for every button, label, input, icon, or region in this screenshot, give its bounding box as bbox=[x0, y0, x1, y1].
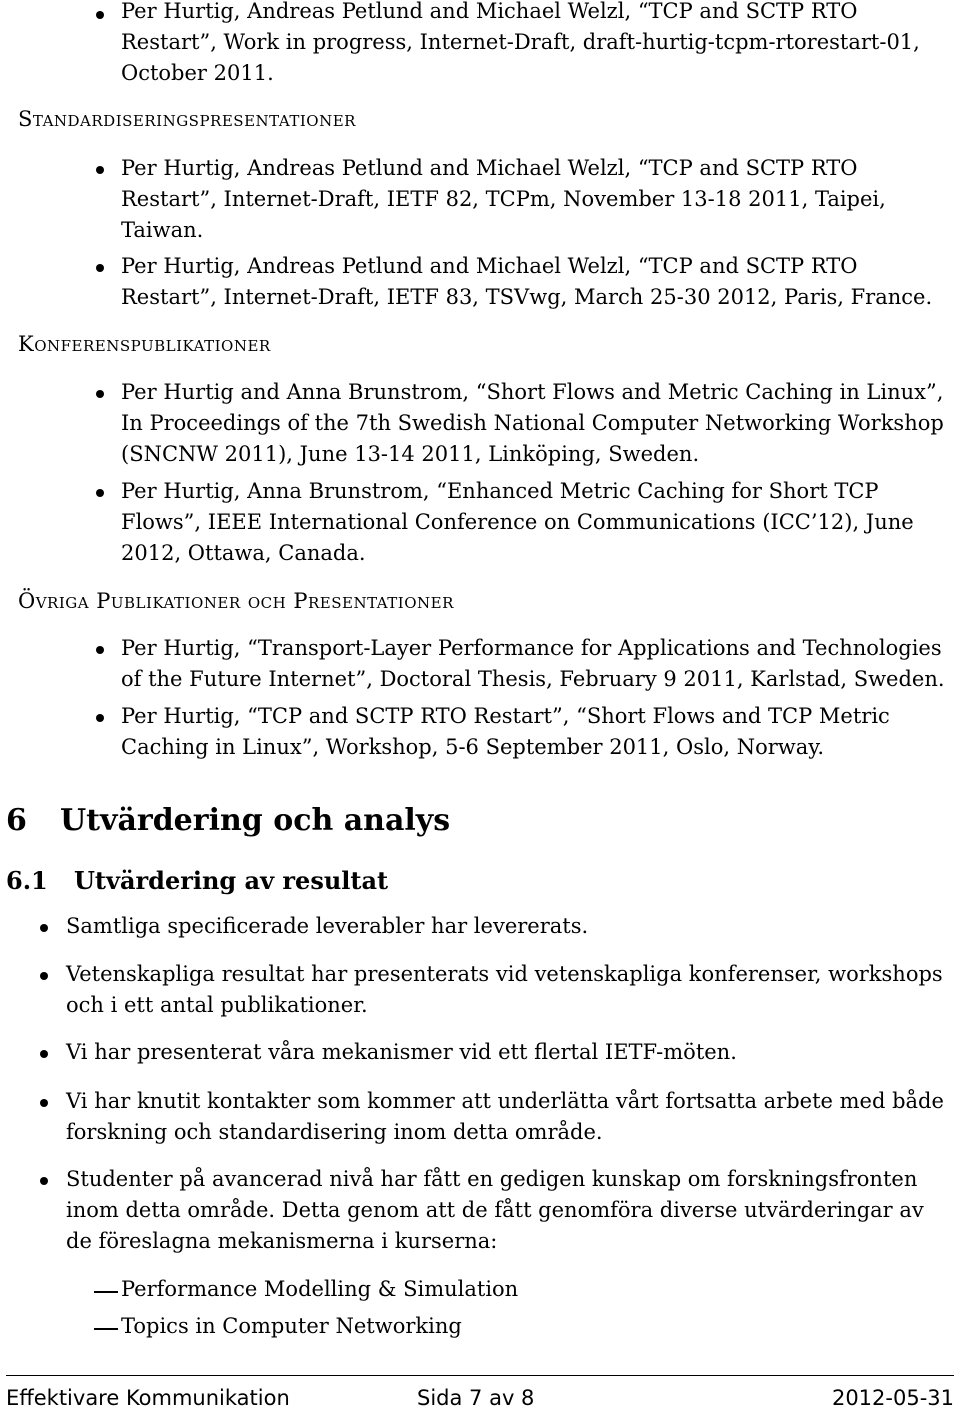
item-line: Taiwan. bbox=[121, 218, 204, 242]
footer-page: Sida 7 av 8 bbox=[417, 1386, 535, 1410]
result-line: de föreslagna mekanismerna i kurserna: bbox=[66, 1229, 498, 1253]
item-line: Caching in Linux”, Workshop, 5-6 September 2011, Oslo, Norway. bbox=[121, 735, 825, 759]
item-line: Flows”, IEEE International Conference on Communications (ICC’12), June bbox=[121, 510, 914, 534]
bullet bbox=[96, 646, 104, 654]
heading-konferens: Konferenspublikationer bbox=[18, 332, 271, 356]
item-line: Restart”, Work in progress, Internet-Draft, draft-hurtig-tcpm-rtorestart-01, bbox=[121, 30, 920, 54]
section-title: Utvärdering och analys bbox=[60, 803, 451, 838]
item-line: (SNCNW 2011), June 13-14 2011, Linköping, Sweden. bbox=[121, 442, 700, 466]
heading-standardisering: Standardiseringspresentationer bbox=[18, 107, 356, 131]
footer-rule bbox=[6, 1375, 954, 1376]
item-line: Per Hurtig, Andreas Petlund and Michael Welzl, “TCP and SCTP RTO bbox=[121, 254, 858, 278]
footer-date: 2012-05-31 bbox=[831, 1386, 954, 1410]
item-line: In Proceedings of the 7th Swedish National Computer Networking Workshop bbox=[121, 411, 944, 435]
bullet bbox=[96, 489, 104, 497]
bullet bbox=[40, 1177, 48, 1185]
bullet bbox=[96, 390, 104, 398]
course-item: Topics in Computer Networking bbox=[121, 1314, 462, 1338]
dash-marker bbox=[94, 1291, 118, 1293]
bullet bbox=[40, 1099, 48, 1107]
item-line: Per Hurtig, Anna Brunstrom, “Enhanced Metric Caching for Short TCP bbox=[121, 479, 879, 503]
result-line: Vi har presenterat våra mekanismer vid ett flertal IETF-möten. bbox=[66, 1040, 737, 1064]
result-line: Studenter på avancerad nivå har fått en gedigen kunskap om forskningsfronten bbox=[66, 1167, 918, 1191]
bullet bbox=[40, 1050, 48, 1058]
subsection-title: Utvärdering av resultat bbox=[74, 866, 389, 895]
result-line: Samtliga specificerade leverabler har levererats. bbox=[66, 914, 589, 938]
footer-left: Effektivare Kommunikation bbox=[6, 1386, 290, 1410]
section-number: 6 bbox=[6, 803, 27, 838]
result-line: Vi har knutit kontakter som kommer att underlätta vårt fortsatta arbete med både bbox=[66, 1089, 944, 1113]
item-line: Per Hurtig and Anna Brunstrom, “Short Flows and Metric Caching in Linux”, bbox=[121, 380, 944, 404]
item-line: Per Hurtig, “Transport-Layer Performance for Applications and Technologies bbox=[121, 636, 942, 660]
item-line: October 2011. bbox=[121, 61, 274, 85]
bullet bbox=[40, 972, 48, 980]
item-line: Per Hurtig, Andreas Petlund and Michael Welzl, “TCP and SCTP RTO bbox=[121, 0, 858, 23]
item-line: of the Future Internet”, Doctoral Thesis, February 9 2011, Karlstad, Sweden. bbox=[121, 667, 945, 691]
item-line: Per Hurtig, “TCP and SCTP RTO Restart”, “Short Flows and TCP Metric bbox=[121, 704, 890, 728]
subsection-number: 6.1 bbox=[6, 866, 48, 895]
bullet bbox=[96, 166, 104, 174]
bullet bbox=[96, 714, 104, 722]
result-line: forskning och standardisering inom detta område. bbox=[66, 1120, 603, 1144]
item-line: Restart”, Internet-Draft, IETF 83, TSVwg, March 25-30 2012, Paris, France. bbox=[121, 285, 933, 309]
dash-marker bbox=[94, 1328, 118, 1330]
item-line: Per Hurtig, Andreas Petlund and Michael Welzl, “TCP and SCTP RTO bbox=[121, 156, 858, 180]
item-line: 2012, Ottawa, Canada. bbox=[121, 541, 366, 565]
item-line: Restart”, Internet-Draft, IETF 82, TCPm, November 13-18 2011, Taipei, bbox=[121, 187, 886, 211]
result-line: och i ett antal publikationer. bbox=[66, 993, 368, 1017]
course-item: Performance Modelling & Simulation bbox=[121, 1277, 519, 1301]
bullet bbox=[96, 11, 104, 19]
result-line: Vetenskapliga resultat har presenterats vid vetenskapliga konferenser, workshops bbox=[66, 962, 943, 986]
heading-ovriga: Övriga Publikationer och Presentationer bbox=[18, 589, 454, 613]
bullet bbox=[40, 924, 48, 932]
result-line: inom detta område. Detta genom att de fått genomföra diverse utvärderingar av bbox=[66, 1198, 924, 1222]
bullet bbox=[96, 264, 104, 272]
